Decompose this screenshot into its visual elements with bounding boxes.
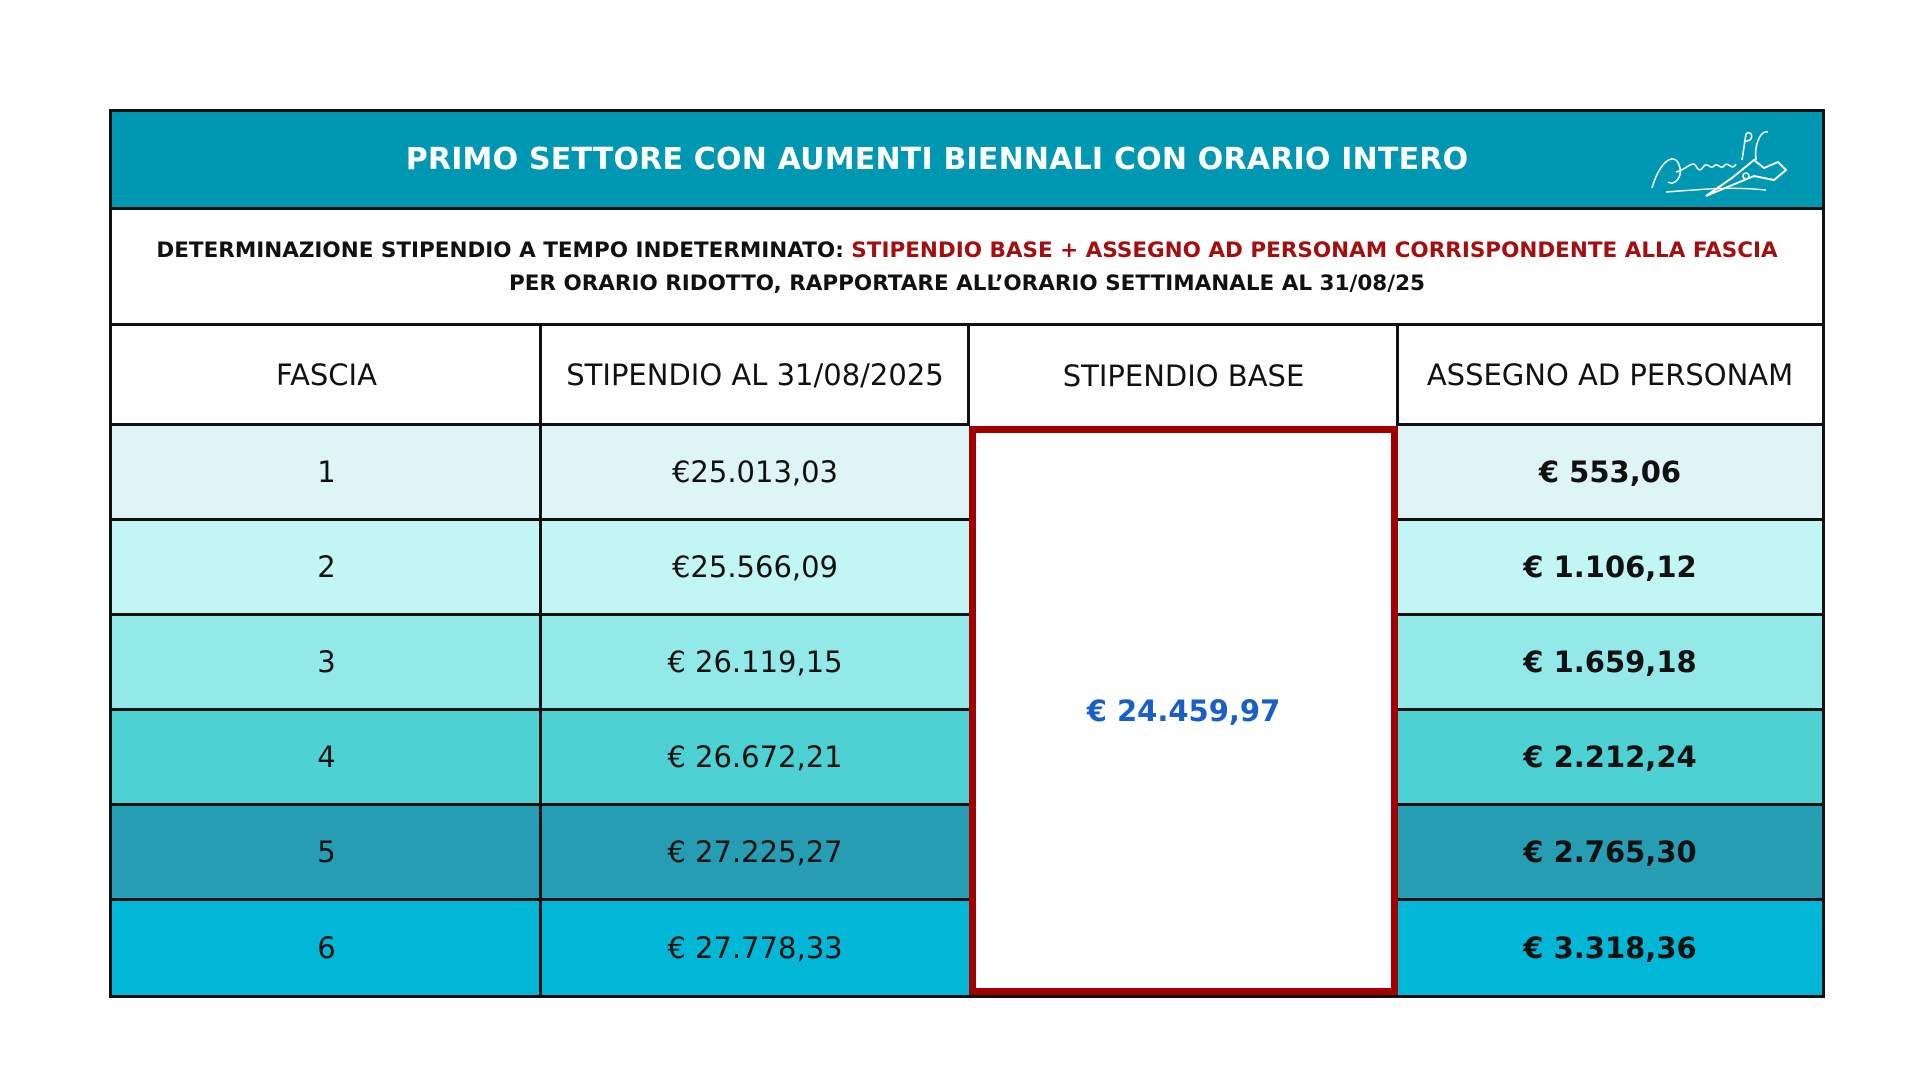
- note-box: [112, 210, 1822, 326]
- cell-assegno: € 1.659,18: [1398, 616, 1822, 711]
- cell-assegno: € 2.212,24: [1398, 711, 1822, 806]
- stipendio-base-value: € 24.459,97: [969, 426, 1398, 995]
- column-divider: [967, 326, 970, 426]
- note-line-2: PER ORARIO RIDOTTO, RAPPORTARE ALL’ORARIO SETTIMANALE AL 31/08/25: [508, 270, 1426, 296]
- cell-stipendio: € 27.778,33: [541, 901, 969, 995]
- salary-table: [109, 109, 1825, 998]
- header-fascia: FASCIA: [112, 326, 541, 426]
- cell-stipendio: €25.013,03: [541, 426, 969, 521]
- cell-assegno: € 1.106,12: [1398, 521, 1822, 616]
- note-line-1-highlight: STIPENDIO BASE + ASSEGNO AD PERSONAM CORRISPONDENTE ALLA FASCIA: [851, 237, 1778, 263]
- cell-fascia: 4: [112, 711, 541, 806]
- header-assegno: ASSEGNO AD PERSONAM: [1398, 326, 1822, 426]
- cell-stipendio: € 26.119,15: [541, 616, 969, 711]
- column-divider: [1396, 326, 1399, 426]
- signature-logo: [1646, 120, 1796, 206]
- note-line-1: [156, 234, 1777, 267]
- cell-fascia: 1: [112, 426, 541, 521]
- cell-fascia: 5: [112, 806, 541, 901]
- cell-stipendio: € 27.225,27: [541, 806, 969, 901]
- table-grid: [112, 326, 1822, 995]
- header-stipendio-2025: STIPENDIO AL 31/08/2025: [541, 326, 969, 426]
- cell-fascia: 3: [112, 616, 541, 711]
- cell-fascia: 6: [112, 901, 541, 995]
- table-title: PRIMO SETTORE CON AUMENTI BIENNALI CON ORARIO INTERO: [405, 142, 1469, 177]
- cell-assegno: € 3.318,36: [1398, 901, 1822, 995]
- title-bar: [112, 112, 1822, 210]
- cell-stipendio: € 26.672,21: [541, 711, 969, 806]
- cell-assegno: € 553,06: [1398, 426, 1822, 521]
- header-stipendio-base: STIPENDIO BASE: [969, 326, 1398, 426]
- note-line-1-prefix: DETERMINAZIONE STIPENDIO A TEMPO INDETERMINATO:: [156, 237, 852, 263]
- cell-assegno: € 2.765,30: [1398, 806, 1822, 901]
- column-divider: [539, 326, 542, 995]
- cell-fascia: 2: [112, 521, 541, 616]
- cell-stipendio: €25.566,09: [541, 521, 969, 616]
